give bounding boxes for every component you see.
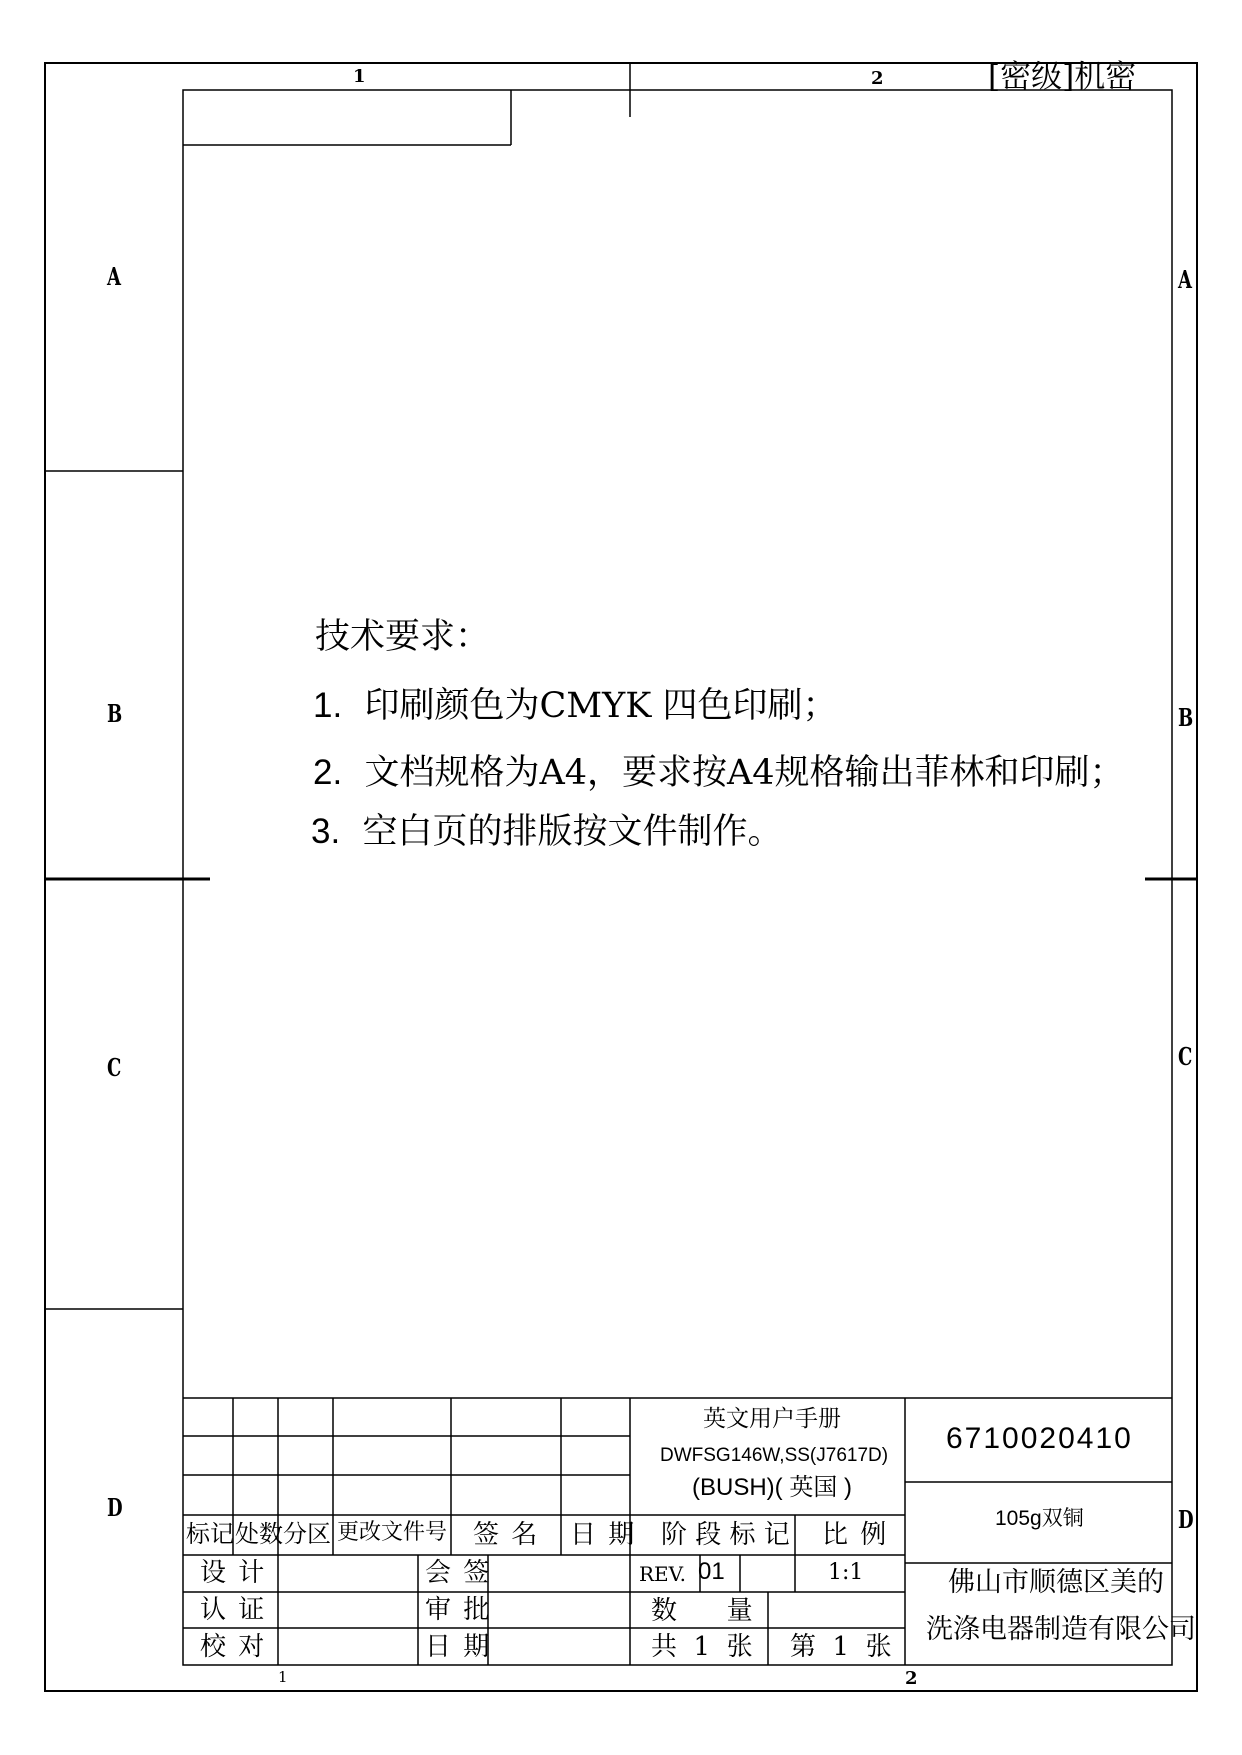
stage-label: 阶 段 标 记 [661, 1520, 790, 1550]
zone-label-right-a: A [1178, 265, 1192, 294]
header-count: 处数 [235, 1520, 283, 1548]
requirement-item-3 [311, 814, 782, 850]
rev-label: REV. [639, 1562, 686, 1586]
zone-label-left-c: C [107, 1053, 122, 1082]
part-number: 6710020410 [946, 1422, 1133, 1455]
zone-label-right-b: B [1178, 703, 1194, 732]
material: 105g双铜 [995, 1507, 1084, 1530]
zone-label-right-d: D [1178, 1505, 1194, 1534]
column-label-1-bottom: 1 [278, 1668, 288, 1686]
header-signature: 签 名 [473, 1520, 540, 1550]
requirement-number: 1. [313, 686, 343, 725]
column-label-2-bottom: 2 [905, 1668, 918, 1689]
zone-label-right-c: C [1178, 1042, 1193, 1071]
sheet-number: 第 1 张 [790, 1632, 892, 1662]
model-number: DWFSG146W,SS(J7617D) [660, 1445, 889, 1466]
zone-label-left-b: B [107, 699, 123, 728]
role-design: 设 计 [200, 1558, 267, 1588]
requirement-number: 2. [313, 753, 343, 792]
requirement-text: 空白页的排版按文件制作。 [362, 812, 783, 852]
role-date: 日 期 [425, 1632, 492, 1662]
rev-value: 01 [698, 1558, 725, 1585]
requirements-title: 技术要求： [315, 617, 491, 657]
scale-label: 比 例 [822, 1520, 889, 1550]
header-change-doc: 更改文件号 [337, 1520, 448, 1545]
doc-title: 英文用户手册 [703, 1406, 841, 1432]
security-classification: [密级]机密 [988, 59, 1137, 95]
role-countersign: 会 签 [425, 1558, 492, 1588]
company-name-line-1: 佛山市顺德区美的 [948, 1567, 1164, 1598]
sheets-total: 共 1 张 [651, 1632, 753, 1662]
column-label-1-top: 1 [353, 66, 366, 87]
header-zone: 分区 [283, 1520, 331, 1548]
company-name-line-2: 洗涤电器制造有限公司 [926, 1614, 1196, 1645]
scale-value: 1:1 [828, 1560, 864, 1585]
role-certify: 认 证 [200, 1595, 267, 1625]
quantity-label: 数 量 [651, 1596, 753, 1626]
zone-label-left-d: D [107, 1493, 123, 1522]
variant: (BUSH)( 英国 ) [692, 1474, 852, 1501]
role-check: 校 对 [200, 1632, 267, 1662]
requirement-number: 3. [311, 812, 341, 851]
requirement-text: 文档规格为A4，要求按A4规格输出菲林和印刷； [364, 753, 1125, 793]
requirement-text: 印刷颜色为CMYK 四色印刷； [364, 686, 838, 726]
header-mark: 标记 [186, 1520, 234, 1548]
header-date: 日 期 [570, 1520, 637, 1550]
zone-label-left-a: A [107, 262, 121, 291]
column-label-2-top: 2 [871, 68, 884, 89]
role-review: 审 批 [425, 1595, 492, 1625]
requirement-item-1 [313, 688, 837, 724]
requirement-item-2 [313, 755, 1125, 791]
